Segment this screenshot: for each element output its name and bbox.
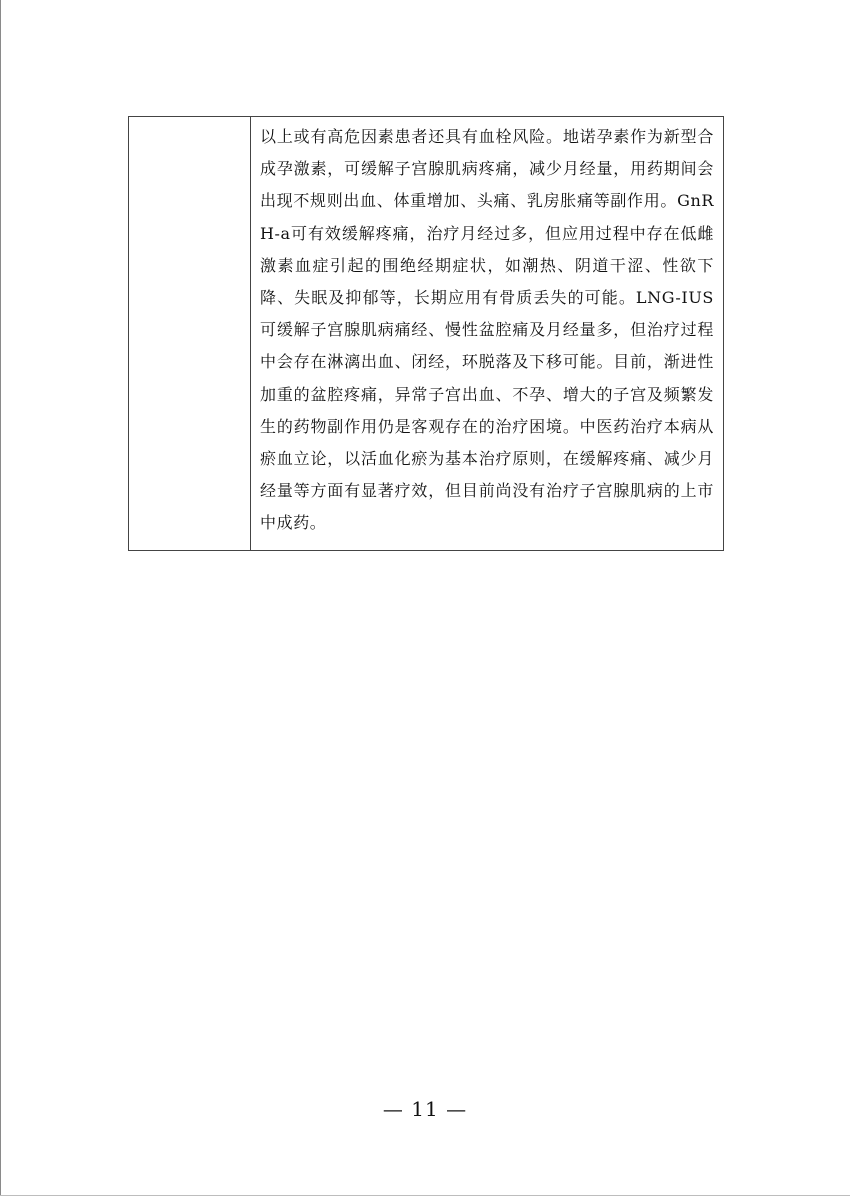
table-cell-right [251, 117, 724, 551]
left-cell-text [129, 117, 250, 121]
table-cell-left [129, 117, 251, 551]
table-row [129, 117, 724, 551]
page-left-edge [0, 0, 1, 1196]
page-number: — 11 — [382, 1097, 468, 1121]
right-cell-text: 以上或有高危因素患者还具有血栓风险。地诺孕素作为新型合成孕激素，可缓解子宫腺肌病疼痛，减少月经量，用药期间会出现不规则出血、体重增加、头痛、乳房胀痛等副作用。GnRH-a可有效缓解疼痛，治疗月经过多，但应用过程中存在低雌激素血症引起的围绝经期症状，如潮热、阴道干涩、性欲下降、失眠及抑郁等，长期应用有骨质丢失的可能。LNG-IUS可缓解子宫腺肌病痛经、慢性盆腔痛及月经量多，但治疗过程中会存在淋漓出血、闭经，环脱落及下移可能。目前，渐进性加重的盆腔疼痛，异常子宫出血、不孕、增大的子宫及频繁发生的药物副作用仍是客观存在的治疗困境。中医药治疗本病从瘀血立论，以活血化瘀为基本治疗原则，在缓解疼痛、减少月经量等方面有显著疗效，但目前尚没有治疗子宫腺肌病的上市中成药。 [260, 127, 714, 533]
content-table [128, 116, 724, 551]
